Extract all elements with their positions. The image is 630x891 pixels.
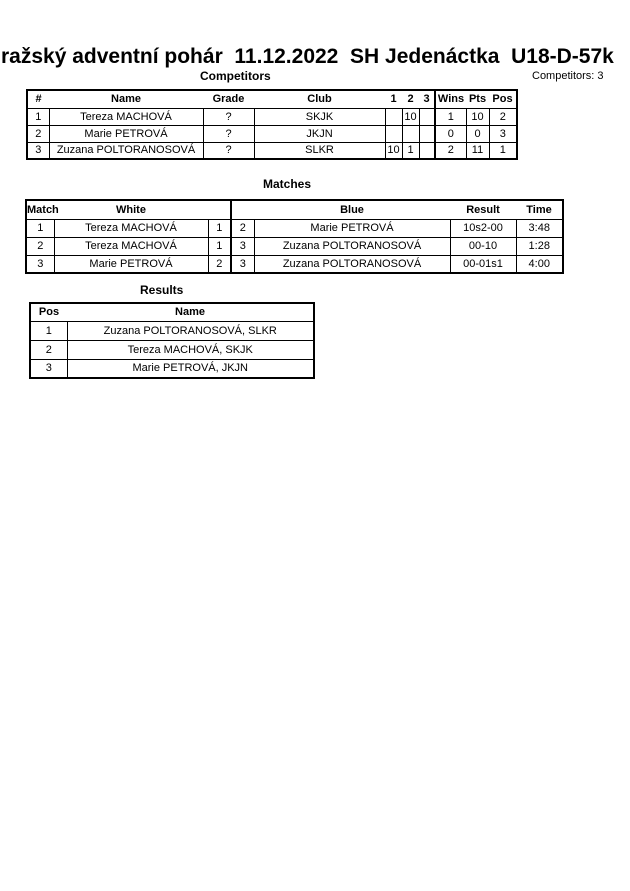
cell-result: 00-10 — [450, 237, 516, 255]
cell-pos: 1 — [489, 142, 517, 159]
cell-time: 4:00 — [516, 255, 563, 273]
cell-white-name: Marie PETROVÁ — [54, 255, 208, 273]
cell-grade: ? — [203, 125, 254, 142]
cell-number: 1 — [27, 108, 49, 125]
cell-round1 — [385, 108, 402, 125]
cell-white-name: Tereza MACHOVÁ — [54, 237, 208, 255]
competitors-header-grade: Grade — [212, 93, 245, 106]
competitors-header-row — [27, 90, 517, 108]
matches-header-white-number — [208, 200, 231, 219]
section-heading-matches: Matches — [263, 177, 312, 191]
table-row — [30, 321, 314, 340]
results-header-row — [30, 303, 314, 321]
cell-pts: 11 — [466, 142, 489, 159]
matches-header-result: Result — [466, 203, 500, 216]
cell-pts: 0 — [466, 125, 489, 142]
section-heading-competitors: Competitors — [200, 69, 271, 83]
cell-white-number: 2 — [208, 255, 231, 273]
competitors-header-club: Club — [307, 93, 332, 106]
cell-wins: 2 — [435, 142, 466, 159]
competitors-header-name: Name — [111, 93, 141, 106]
cell-result: 00-01s1 — [450, 255, 516, 273]
cell-round3 — [419, 142, 435, 159]
cell-time: 3:48 — [516, 219, 563, 237]
cell-pos: 1 — [30, 321, 67, 340]
cell-round2: 1 — [402, 142, 419, 159]
cell-wins: 1 — [435, 108, 466, 125]
cell-number: 3 — [27, 142, 49, 159]
cell-name: Tereza MACHOVÁ, SKJK — [67, 340, 314, 359]
competitors-header-round3: 3 — [423, 93, 430, 106]
results-header-name: Name — [175, 306, 205, 319]
cell-club: SLKR — [254, 142, 385, 159]
table-row — [27, 108, 517, 125]
cell-name: Zuzana POLTORANOSOVÁ, SLKR — [67, 321, 314, 340]
cell-round3 — [419, 125, 435, 142]
cell-club: SKJK — [254, 108, 385, 125]
cell-pos: 2 — [30, 340, 67, 359]
cell-number: 2 — [27, 125, 49, 142]
competitors-table — [26, 89, 518, 160]
cell-round2 — [402, 125, 419, 142]
cell-grade: ? — [203, 142, 254, 159]
cell-pos: 2 — [489, 108, 517, 125]
matches-header-blue-number — [231, 200, 254, 219]
cell-pos: 3 — [489, 125, 517, 142]
cell-match-number: 1 — [26, 219, 54, 237]
matches-header-row — [26, 200, 563, 219]
cell-match-number: 2 — [26, 237, 54, 255]
cell-blue-name: Marie PETROVÁ — [254, 219, 450, 237]
cell-pos: 3 — [30, 359, 67, 378]
cell-blue-name: Zuzana POLTORANOSOVÁ — [254, 237, 450, 255]
competitors-header-number: # — [35, 93, 42, 106]
cell-round3 — [419, 108, 435, 125]
cell-round2: 10 — [402, 108, 419, 125]
cell-round1: 10 — [385, 142, 402, 159]
competitors-header-pts: Pts — [468, 93, 487, 106]
competitors-header-round2: 2 — [407, 93, 414, 106]
section-heading-results: Results — [140, 283, 184, 297]
matches-table — [25, 199, 564, 274]
cell-round1 — [385, 125, 402, 142]
competitors-count-label: Competitors: 3 — [532, 70, 604, 82]
cell-time: 1:28 — [516, 237, 563, 255]
cell-white-name: Tereza MACHOVÁ — [54, 219, 208, 237]
competitors-header-wins: Wins — [435, 90, 466, 108]
cell-name: Marie PETROVÁ, JKJN — [67, 359, 314, 378]
competitors-header-pos: Pos — [492, 93, 513, 106]
cell-blue-number: 3 — [231, 255, 254, 273]
table-row — [30, 359, 314, 378]
cell-blue-name: Zuzana POLTORANOSOVÁ — [254, 255, 450, 273]
matches-header-white: White — [116, 203, 146, 216]
cell-blue-number: 3 — [231, 237, 254, 255]
cell-white-number: 1 — [208, 219, 231, 237]
table-row — [26, 219, 563, 237]
cell-result: 10s2-00 — [450, 219, 516, 237]
cell-wins: 0 — [435, 125, 466, 142]
table-row — [27, 125, 517, 142]
cell-name: Marie PETROVÁ — [49, 125, 203, 142]
table-row — [30, 340, 314, 359]
table-row — [27, 142, 517, 159]
matches-header-blue: Blue — [340, 203, 364, 216]
cell-white-number: 1 — [208, 237, 231, 255]
cell-grade: ? — [203, 108, 254, 125]
cell-club: JKJN — [254, 125, 385, 142]
matches-header-time: Time — [526, 203, 552, 216]
table-row — [26, 255, 563, 273]
cell-match-number: 3 — [26, 255, 54, 273]
results-table — [29, 302, 315, 379]
cell-name: Tereza MACHOVÁ — [49, 108, 203, 125]
cell-name: Zuzana POLTORANOSOVÁ — [49, 142, 203, 159]
cell-pts: 10 — [466, 108, 489, 125]
table-row — [26, 237, 563, 255]
page-title: ražský adventní pohár 11.12.2022 SH Jedenáctka U18-D-57k — [1, 45, 614, 68]
cell-blue-number: 2 — [231, 219, 254, 237]
competitors-header-round1: 1 — [390, 93, 397, 106]
results-header-pos: Pos — [38, 306, 60, 319]
matches-header-match: Match — [27, 203, 59, 216]
